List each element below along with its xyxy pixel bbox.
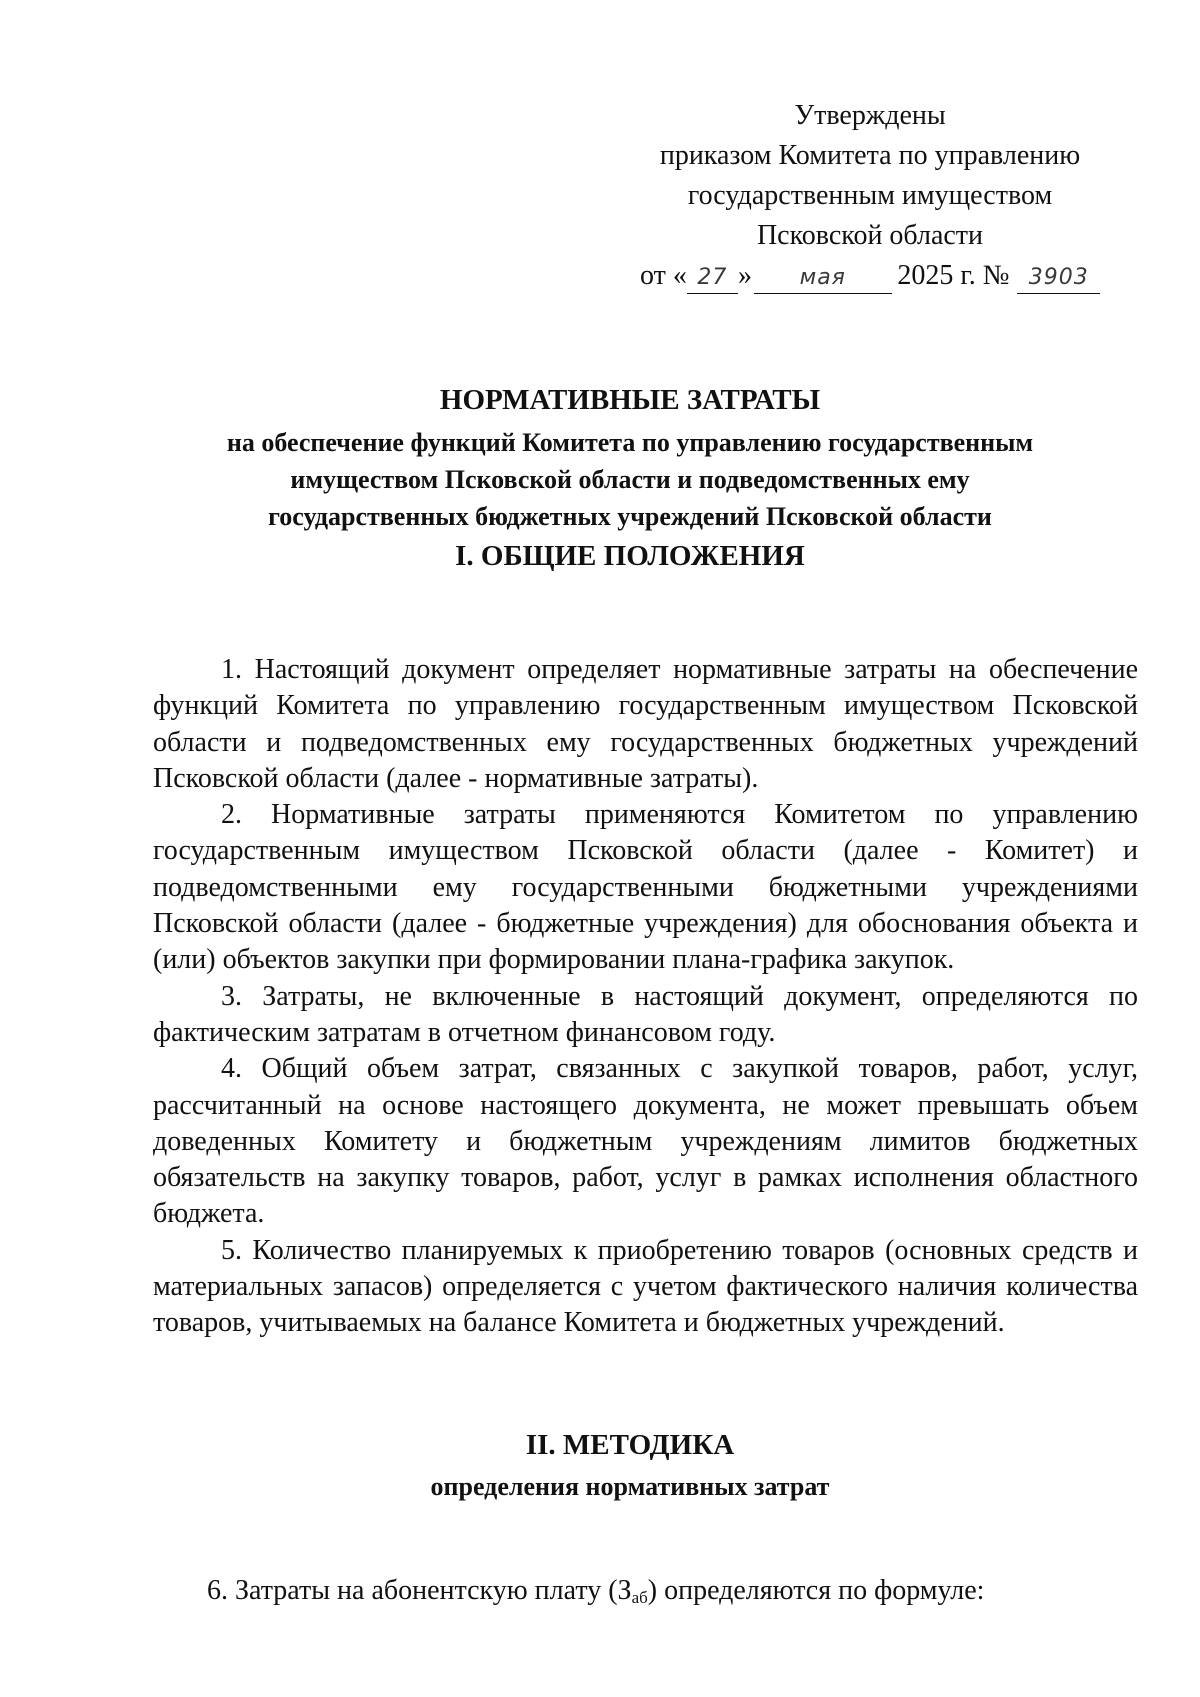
order-number-handwritten: 3903 (1028, 265, 1089, 290)
paragraph-6-text-end: ) определяются по формуле: (647, 1575, 985, 1606)
paragraph-1: 1. Настоящий документ определяет нормативные затраты на обеспечение функций Комитета по управлению государственным имуществом Псковской области и подведомственных ему государственных бюджетных учреждений Псковской области (далее - нормативные затраты). (153, 654, 1138, 794)
approval-line-1: Утверждены (794, 100, 946, 131)
order-number-field (1017, 261, 1100, 294)
document-title: НОРМАТИВНЫЕ ЗАТРАТЫ (439, 384, 821, 416)
document-subtitle (110, 424, 1150, 535)
paragraph-3: 3. Затраты, не включенные в настоящий документ, определяются по фактическим затратам в отчетном финансовом году. (153, 980, 1138, 1048)
subtitle-line-3: государственных бюджетных учреждений Псковской области (268, 502, 992, 531)
paragraph-5: 5. Количество планируемых к приобретению товаров (основных средств и материальных запасов) определяется с учетом фактического наличия количества товаров, учитываемых на балансе Комитета и бюджетных учреждений. (153, 1234, 1138, 1339)
date-day-handwritten: 27 (697, 265, 728, 290)
paragraph-6-text-start: 6. Затраты на абонентскую плату (З (207, 1575, 632, 1606)
approval-block (640, 96, 1100, 296)
paragraph-6-subscript: аб (631, 1588, 648, 1607)
approval-line-4: Псковской области (756, 220, 984, 251)
paragraph-6 (207, 1573, 1107, 1616)
date-month-handwritten: мая (799, 265, 846, 290)
section-2-subheading: определения нормативных затрат (430, 1472, 830, 1501)
subtitle-line-1: на обеспечение функций Комитета по управлению государственным (226, 428, 1034, 457)
paragraph-2: 2. Нормативные затраты применяются Комитетом по управлению государственным имуществом Псковской области (далее - Комитет) и подведомственными ему государственными бюджетными учреждениями Псковской области (далее - бюджетные учреждения) для обоснования объекта и (или) объектов закупки при формировании плана-графика закупок. (153, 799, 1138, 976)
date-mid: » (737, 260, 752, 291)
date-prefix: от « (640, 260, 687, 291)
approval-line-2: приказом Комитета по управлению (659, 140, 1081, 171)
subtitle-line-2: имуществом Псковской области и подведомственных ему (290, 465, 970, 494)
date-year-text: 2025 г. № (897, 260, 1010, 291)
section-1-body (153, 652, 1138, 1342)
approval-line-3: государственным имуществом (687, 180, 1053, 211)
paragraph-4: 4. Общий объем затрат, связанных с закупкой товаров, работ, услуг, рассчитанный на основе настоящего документа, не может превышать объем доведенных Комитету и бюджетным учреждениям лимитов бюджетных обязательств на закупку товаров, работ, услуг в рамках исполнения областного бюджета. (153, 1053, 1138, 1230)
section-1-heading: I. ОБЩИЕ ПОЛОЖЕНИЯ (455, 540, 805, 572)
document-title-block (110, 380, 1150, 535)
date-day-field (687, 261, 738, 294)
approval-date-line (640, 256, 1100, 296)
section-2-heading: II. МЕТОДИКА (525, 1429, 735, 1461)
date-month-field (754, 261, 892, 294)
